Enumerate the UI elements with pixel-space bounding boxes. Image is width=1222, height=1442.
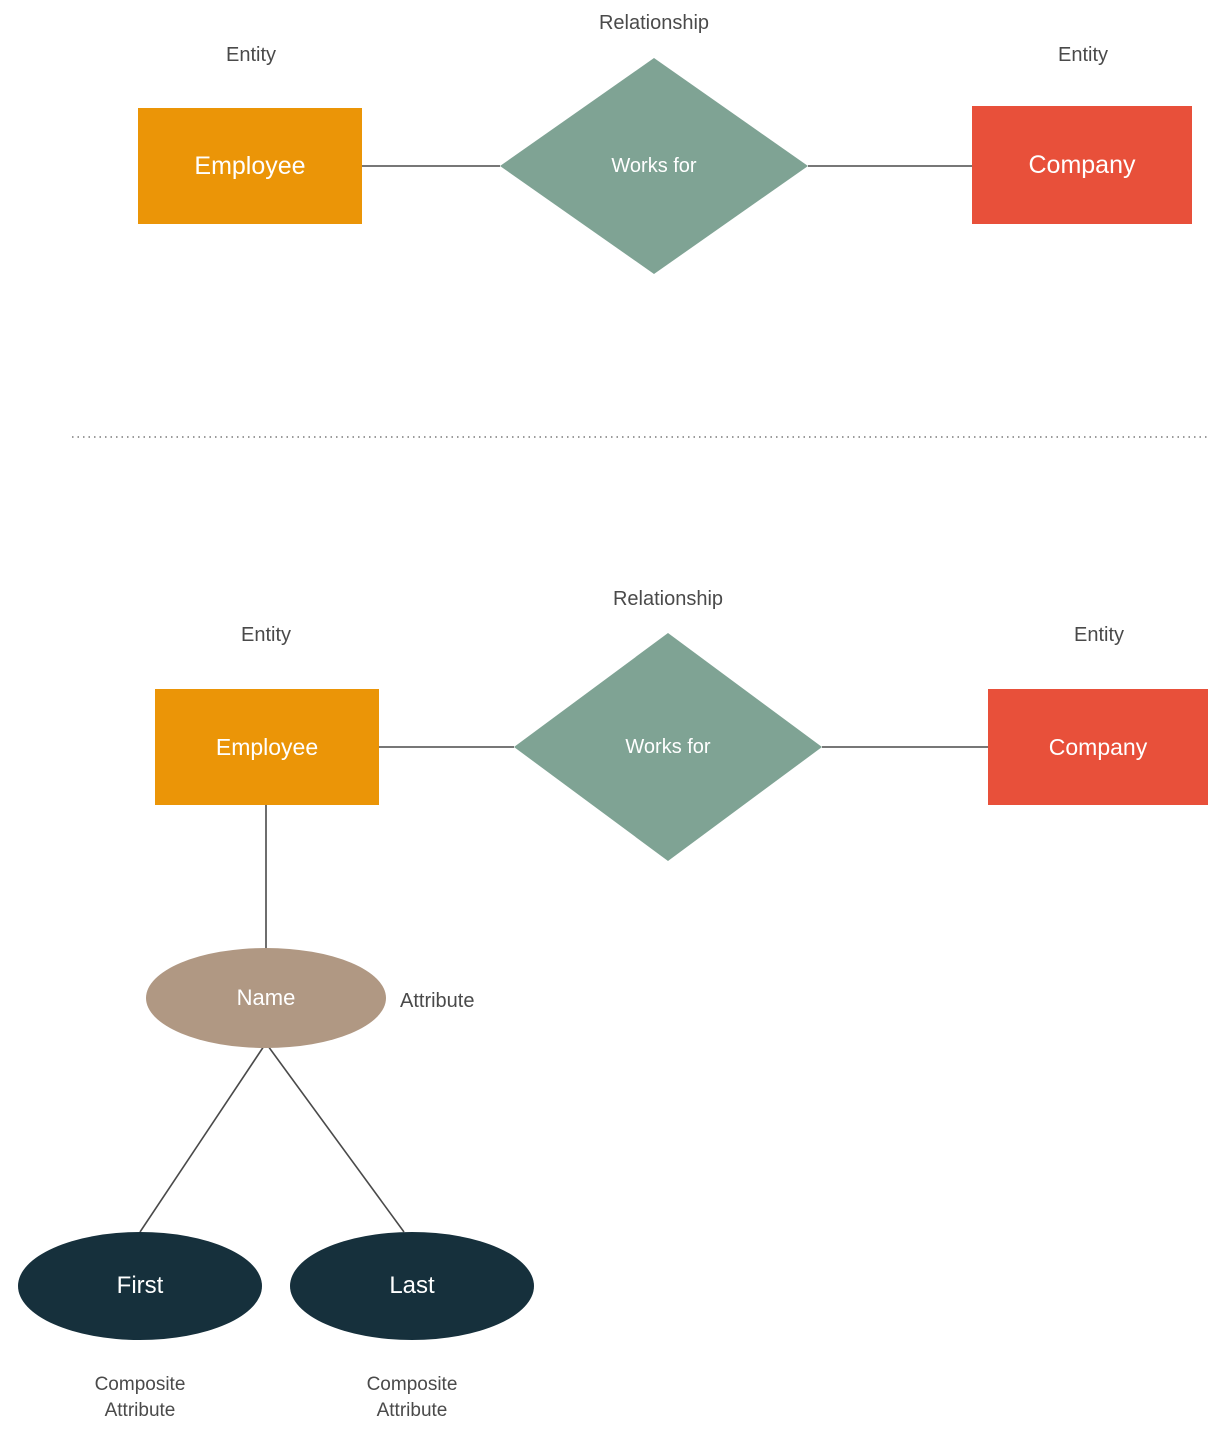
entity-company-bottom[interactable]: Company [988,689,1208,805]
caption-composite-left [40,1372,240,1423]
caption-entity-right-bottom: Entity [1073,624,1125,646]
caption-attribute: Attribute [400,990,475,1012]
composite-attribute-first[interactable]: First [18,1232,262,1340]
attribute-name[interactable]: Name [146,948,386,1048]
caption-entity-left-top: Entity [225,44,277,66]
caption-relationship-bottom: Relationship [612,588,724,610]
entity-employee-bottom[interactable]: Employee [155,689,379,805]
caption-composite-right [312,1372,512,1423]
caption-composite-right-line1: Composite [366,1374,458,1395]
caption-relationship-top: Relationship [598,12,710,34]
caption-composite-right-line2: Attribute [376,1399,448,1421]
connector-name-last [268,1046,404,1232]
entity-employee-top[interactable]: Employee [138,108,362,224]
entity-company-top[interactable]: Company [972,106,1192,224]
relationship-works-for-bottom[interactable]: Works for [625,735,711,758]
composite-attribute-last[interactable]: Last [290,1232,534,1340]
connector-name-first [140,1046,264,1232]
caption-composite-left-line2: Attribute [104,1399,176,1421]
caption-entity-left-bottom: Entity [240,624,292,646]
caption-entity-right-top: Entity [1057,44,1109,66]
caption-composite-left-line1: Composite [94,1374,186,1395]
relationship-works-for-top[interactable]: Works for [611,154,697,177]
